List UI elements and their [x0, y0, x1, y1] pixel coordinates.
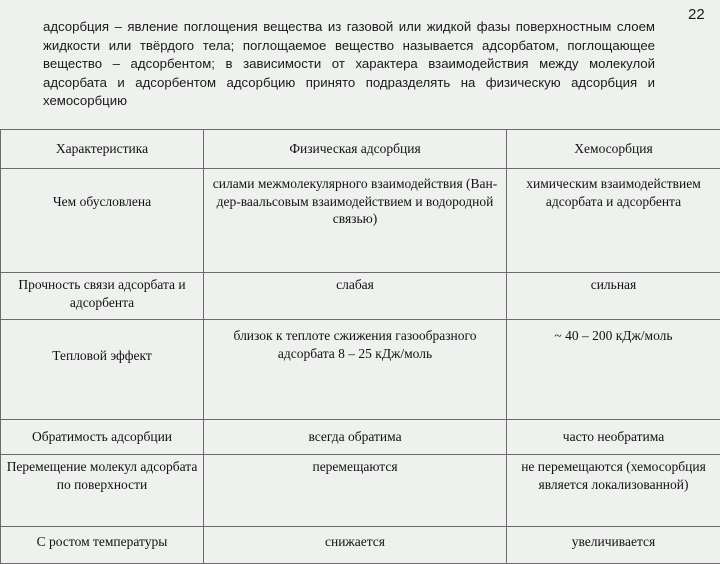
intro-paragraph: адсорбция – явление поглощения вещества из газовой или жидкой фазы поверхностным слоем жидкости или твёрдого тела; поглощаемое вещество называется адсорбатом, поглощающее вещество – адсорбентом; в зависимости от характера взаимодействия между молекулой адсорбата и адсорбентом адсорбцию принято подразделять на физическую адсорбция и хемосорбцию: [43, 18, 655, 111]
page-number: 22: [688, 6, 705, 23]
row-label: Тепловой эффект: [1, 320, 204, 420]
table-header-row: [1, 130, 720, 169]
row-label: Прочность связи адсорбата и адсорбента: [1, 273, 204, 320]
table-row: [1, 320, 720, 420]
table-row: [1, 527, 720, 564]
header-physical: Физическая адсорбция: [204, 130, 507, 169]
chemisorption-value: не перемещаются (хемосорбция является локализованной): [507, 455, 720, 527]
physical-value: снижается: [204, 527, 507, 564]
physical-value: силами межмолекулярного взаимодействия (Ван-дер-ваальсовым взаимодействием и водородной связью): [204, 169, 507, 273]
row-label: Перемещение молекул адсорбата по поверхности: [1, 455, 204, 527]
chemisorption-value: химическим взаимодействием адсорбата и адсорбента: [507, 169, 720, 273]
table-row: [1, 455, 720, 527]
chemisorption-value: увеличивается: [507, 527, 720, 564]
chemisorption-value: часто необратима: [507, 420, 720, 455]
table-row: [1, 273, 720, 320]
chemisorption-value: ~ 40 – 200 кДж/моль: [507, 320, 720, 420]
header-characteristic: Характеристика: [1, 130, 204, 169]
row-label: Обратимость адсорбции: [1, 420, 204, 455]
row-label: С ростом температуры: [1, 527, 204, 564]
row-label: Чем обусловлена: [1, 169, 204, 273]
table-row: [1, 420, 720, 455]
physical-value: близок к теплоте сжижения газообразного адсорбата 8 – 25 кДж/моль: [204, 320, 507, 420]
physical-value: всегда обратима: [204, 420, 507, 455]
physical-value: слабая: [204, 273, 507, 320]
header-chemisorption: Хемосорбция: [507, 130, 720, 169]
adsorption-comparison-table: [0, 129, 720, 564]
chemisorption-value: сильная: [507, 273, 720, 320]
table-row: [1, 169, 720, 273]
physical-value: перемещаются: [204, 455, 507, 527]
